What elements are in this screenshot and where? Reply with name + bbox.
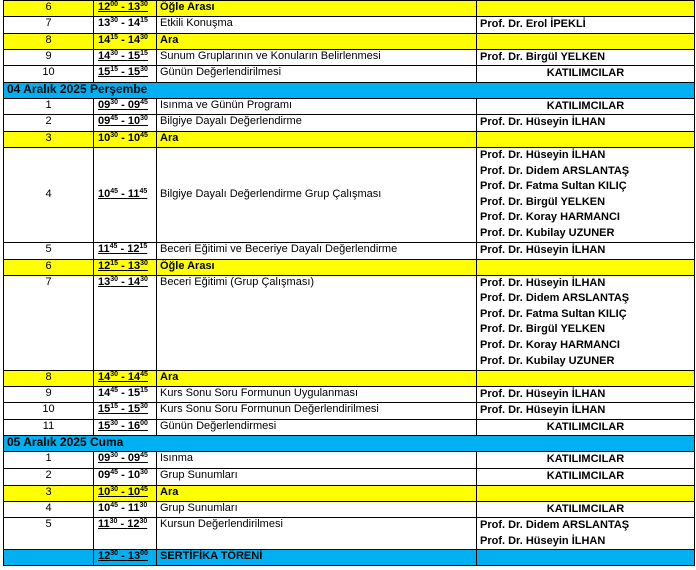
start-hour: 13: [98, 275, 111, 288]
start-minute: 45: [110, 115, 119, 123]
end-hour: 14: [127, 17, 141, 29]
end-hour: 16: [127, 419, 141, 432]
start-minute: 15: [110, 33, 119, 41]
activity: Grup Sunumları: [157, 501, 477, 518]
start-hour: 10: [98, 131, 111, 144]
session-number: 4: [4, 501, 94, 518]
time-range: $11^{45} - 12^{15}$: [94, 242, 157, 259]
session-number: 9: [4, 386, 94, 403]
start-minute: 15: [110, 403, 119, 411]
time-range: $11^{30} - 12^{30}$: [94, 518, 157, 550]
speaker-name: Prof. Dr. Hüseyin İLHAN: [480, 243, 606, 256]
start-minute: 30: [109, 518, 118, 526]
activity: Beceri Eğitimi (Grup Çalışması): [157, 275, 477, 370]
speaker-name: KATILIMCILAR: [546, 99, 625, 112]
start-minute: 30: [110, 550, 119, 558]
end-hour: 09: [127, 98, 141, 111]
time-range: $09^{30} - 09^{45}$: [94, 452, 157, 469]
end-hour: 11: [127, 188, 140, 201]
time-range: $15^{30} - 16^{00}$: [94, 419, 157, 436]
speaker-name: KATILIMCILAR: [546, 420, 625, 433]
schedule-row: [4, 1, 695, 17]
speaker-name: Prof. Dr. Hüseyin İLHAN: [480, 387, 606, 400]
end-hour: 12: [127, 242, 140, 255]
time-range: $12^{00} - 13^{30}$: [94, 1, 157, 17]
speaker-name: Prof. Dr. Didem ARSLANTAŞ: [480, 292, 630, 305]
end-minute: 00: [140, 550, 148, 558]
start-hour: 10: [98, 188, 111, 201]
end-minute: 30: [140, 1, 148, 8]
start-minute: 45: [110, 386, 119, 394]
time-range: $09^{30} - 09^{45}$: [94, 98, 157, 115]
start-minute: 15: [110, 259, 119, 267]
day-header-row: [4, 82, 695, 98]
session-number: 7: [4, 17, 94, 34]
speaker-name: Prof. Dr. Erol İPEKLİ: [480, 18, 586, 30]
session-number: 3: [4, 485, 94, 501]
speaker-name: Prof. Dr. Koray HARMANCI: [480, 211, 620, 224]
speaker-name: Prof. Dr. Kubilay UZUNER: [480, 226, 615, 239]
speakers: [477, 66, 695, 83]
end-minute: 15: [140, 49, 148, 57]
start-hour: 14: [98, 49, 111, 62]
end-hour: 15: [127, 66, 141, 79]
start-minute: 30: [110, 49, 119, 57]
speakers: [477, 419, 695, 436]
start-hour: 09: [98, 468, 111, 481]
end-hour: 10: [127, 485, 141, 498]
speaker-name: Prof. Dr. Fatma Sultan KILIÇ: [480, 307, 627, 320]
start-minute: 30: [110, 485, 119, 493]
time-range: $12^{30} - 13^{00}$: [94, 550, 157, 566]
speaker-name: KATILIMCILAR: [546, 502, 625, 515]
schedule-row: [4, 468, 695, 485]
schedule-row: [4, 370, 695, 386]
end-minute: 00: [140, 419, 148, 427]
end-minute: 15: [140, 17, 148, 24]
end-minute: 30: [140, 33, 148, 41]
start-minute: 30: [110, 419, 119, 427]
schedule-row: [4, 386, 695, 403]
start-minute: 15: [110, 66, 119, 74]
start-minute: 45: [109, 242, 118, 250]
speaker-name: Prof. Dr. Hüseyin İLHAN: [480, 276, 606, 289]
time-range: $14^{30} - 14^{45}$: [94, 370, 157, 386]
start-hour: 10: [98, 485, 111, 498]
end-minute: 45: [140, 452, 148, 460]
end-hour: 10: [127, 131, 141, 144]
start-hour: 10: [98, 501, 111, 514]
activity: Öğle Arası: [157, 1, 477, 17]
session-number: 9: [4, 49, 94, 66]
end-hour: 15: [127, 403, 141, 416]
start-hour: 14: [98, 386, 111, 399]
activity: Grup Sunumları: [157, 468, 477, 485]
start-hour: 14: [98, 33, 111, 46]
end-minute: 45: [140, 370, 148, 378]
speakers: [477, 370, 695, 386]
start-minute: 30: [110, 131, 119, 139]
activity: Sunum Gruplarının ve Konuların Belirlenmesi: [157, 49, 477, 66]
start-hour: 14: [98, 370, 111, 383]
time-range: $14^{45} - 15^{15}$: [94, 386, 157, 403]
start-minute: 30: [110, 370, 119, 378]
speaker-name: Prof. Dr. Koray HARMANCI: [480, 338, 620, 351]
start-hour: 12: [98, 259, 111, 272]
session-number: 3: [4, 131, 94, 147]
session-number: 1: [4, 98, 94, 115]
end-hour: 13: [127, 259, 141, 272]
activity: Kursun Değerlendirilmesi: [157, 518, 477, 550]
activity: Ara: [157, 485, 477, 501]
speakers: [477, 147, 695, 242]
speaker-name: Prof. Dr. Didem ARSLANTAŞ: [480, 519, 630, 532]
end-hour: 10: [127, 115, 141, 128]
end-minute: 30: [140, 259, 148, 267]
end-hour: 13: [127, 550, 141, 563]
speakers: [477, 259, 695, 275]
start-minute: 00: [110, 1, 119, 8]
speakers: [477, 17, 695, 34]
start-hour: 09: [98, 452, 111, 465]
activity: Günün Değerlendirmesi: [157, 419, 477, 436]
schedule-table: [3, 0, 695, 566]
speakers: [477, 485, 695, 501]
speaker-name: Prof. Dr. Hüseyin İLHAN: [480, 116, 606, 129]
speakers: [477, 518, 695, 550]
schedule-row: [4, 98, 695, 115]
speaker-name: Prof. Dr. Didem ARSLANTAŞ: [480, 164, 630, 177]
time-range: $10^{30} - 10^{45}$: [94, 485, 157, 501]
speaker-name: Prof. Dr. Birgül YELKEN: [480, 195, 606, 208]
end-hour: 14: [127, 33, 141, 46]
time-range: $10^{45} - 11^{45}$: [94, 147, 157, 242]
speaker-name: Prof. Dr. Birgül YELKEN: [480, 50, 606, 63]
speakers: [477, 33, 695, 49]
speakers: [477, 468, 695, 485]
session-number: 11: [4, 419, 94, 436]
end-hour: 14: [127, 275, 141, 288]
start-hour: 15: [98, 419, 111, 432]
session-number: 6: [4, 259, 94, 275]
time-range: $13^{30} - 14^{30}$: [94, 275, 157, 370]
start-hour: 13: [98, 17, 111, 29]
speaker-name: Prof. Dr. Hüseyin İLHAN: [480, 148, 606, 161]
speaker-name: Prof. Dr. Hüseyin İLHAN: [480, 404, 606, 417]
day-header: 04 Aralık 2025 Perşembe: [4, 82, 695, 98]
time-range: $10^{30} - 10^{45}$: [94, 131, 157, 147]
end-minute: 45: [140, 98, 148, 106]
speakers: [477, 550, 695, 566]
speaker-name: Prof. Dr. Birgül YELKEN: [480, 323, 606, 336]
end-hour: 09: [127, 452, 141, 465]
activity: Ara: [157, 33, 477, 49]
speaker-name: KATILIMCILAR: [546, 453, 625, 466]
schedule-row: [4, 403, 695, 420]
activity: Kurs Sonu Soru Formunun Değerlendirilmesi: [157, 403, 477, 420]
start-minute: 30: [110, 275, 119, 283]
end-hour: 15: [127, 386, 141, 399]
speakers: [477, 386, 695, 403]
activity: Ara: [157, 370, 477, 386]
start-minute: 30: [110, 17, 119, 24]
schedule-row: [4, 147, 695, 242]
session-number: 7: [4, 275, 94, 370]
speaker-name: KATILIMCILAR: [546, 469, 625, 482]
start-minute: 30: [110, 452, 119, 460]
end-minute: 45: [140, 485, 148, 493]
activity: Isınma ve Günün Programı: [157, 98, 477, 115]
end-minute: 30: [140, 275, 148, 283]
start-hour: 12: [98, 550, 111, 563]
session-number: 5: [4, 242, 94, 259]
speaker-name: KATILIMCILAR: [546, 67, 625, 80]
speakers: [477, 98, 695, 115]
day-header: 05 Aralık 2025 Cuma: [4, 436, 695, 452]
activity: Ara: [157, 131, 477, 147]
time-range: $10^{45} - 11^{30}$: [94, 501, 157, 518]
time-range: $09^{45} - 10^{30}$: [94, 468, 157, 485]
end-hour: 13: [127, 1, 141, 13]
start-hour: 11: [98, 242, 110, 255]
start-minute: 30: [110, 98, 119, 106]
schedule-row: [4, 17, 695, 34]
schedule-row: [4, 66, 695, 83]
activity: Beceri Eğitimi ve Beceriye Dayalı Değerlendirme: [157, 242, 477, 259]
activity: Öğle Arası: [157, 259, 477, 275]
start-hour: 15: [98, 403, 111, 416]
session-number: 5: [4, 518, 94, 550]
speakers: [477, 501, 695, 518]
activity: Bilgiye Dayalı Değerlendirme: [157, 115, 477, 132]
time-range: $13^{30} - 14^{15}$: [94, 17, 157, 34]
speakers: [477, 131, 695, 147]
session-number: 8: [4, 33, 94, 49]
activity: Etkili Konuşma: [157, 17, 477, 34]
end-minute: 30: [140, 66, 148, 74]
speakers: [477, 242, 695, 259]
start-minute: 45: [110, 188, 119, 196]
end-minute: 30: [140, 115, 148, 123]
schedule-row: [4, 242, 695, 259]
schedule-row: [4, 452, 695, 469]
start-hour: 11: [98, 518, 110, 531]
speaker-name: Prof. Dr. Fatma Sultan KILIÇ: [480, 180, 627, 193]
schedule-row: [4, 259, 695, 275]
end-minute: 45: [140, 131, 148, 139]
schedule-row: [4, 485, 695, 501]
activity: Günün Değerlendirilmesi: [157, 66, 477, 83]
schedule-row: [4, 275, 695, 370]
session-number: 8: [4, 370, 94, 386]
session-number: 4: [4, 147, 94, 242]
activity: Isınma: [157, 452, 477, 469]
end-hour: 12: [127, 518, 140, 531]
session-number: 6: [4, 1, 94, 17]
activity: Kurs Sonu Soru Formunun Uygulanması: [157, 386, 477, 403]
schedule-row: [4, 518, 695, 550]
speakers: [477, 403, 695, 420]
session-number: 10: [4, 66, 94, 83]
schedule-row: [4, 419, 695, 436]
speaker-name: Prof. Dr. Kubilay UZUNER: [480, 354, 615, 367]
speakers: [477, 275, 695, 370]
speaker-name: Prof. Dr. Hüseyin İLHAN: [480, 534, 606, 547]
time-range: $14^{15} - 14^{30}$: [94, 33, 157, 49]
end-minute: 45: [139, 188, 148, 196]
start-hour: 09: [98, 115, 111, 128]
schedule-row: [4, 33, 695, 49]
session-number: 2: [4, 115, 94, 132]
schedule-row: [4, 501, 695, 518]
speakers: [477, 49, 695, 66]
session-number: 2: [4, 468, 94, 485]
schedule-row: [4, 49, 695, 66]
end-minute: 30: [139, 518, 148, 526]
end-hour: 14: [127, 370, 141, 383]
session-number: [4, 550, 94, 566]
end-hour: 10: [127, 468, 141, 481]
schedule-row: [4, 550, 695, 566]
end-minute: 30: [140, 403, 148, 411]
end-hour: 15: [127, 49, 141, 62]
time-range: $09^{45} - 10^{30}$: [94, 115, 157, 132]
time-range: $15^{15} - 15^{30}$: [94, 66, 157, 83]
time-range: $12^{15} - 13^{30}$: [94, 259, 157, 275]
speakers: [477, 452, 695, 469]
start-hour: 09: [98, 98, 111, 111]
start-minute: 45: [110, 501, 119, 509]
end-minute: 30: [140, 468, 148, 476]
end-minute: 30: [139, 501, 148, 509]
speakers: [477, 1, 695, 17]
time-range: $15^{15} - 15^{30}$: [94, 403, 157, 420]
start-hour: 12: [98, 1, 111, 13]
end-minute: 15: [139, 242, 148, 250]
speakers: [477, 115, 695, 132]
activity: Bilgiye Dayalı Değerlendirme Grup Çalışması: [157, 147, 477, 242]
activity: SERTİFİKA TÖRENİ: [157, 550, 477, 566]
start-minute: 45: [110, 468, 119, 476]
time-range: $14^{30} - 15^{15}$: [94, 49, 157, 66]
start-hour: 15: [98, 66, 111, 79]
session-number: 10: [4, 403, 94, 420]
session-number: 1: [4, 452, 94, 469]
end-minute: 15: [140, 386, 148, 394]
end-hour: 11: [127, 501, 140, 514]
schedule-row: [4, 131, 695, 147]
day-header-row: [4, 436, 695, 452]
schedule-row: [4, 115, 695, 132]
